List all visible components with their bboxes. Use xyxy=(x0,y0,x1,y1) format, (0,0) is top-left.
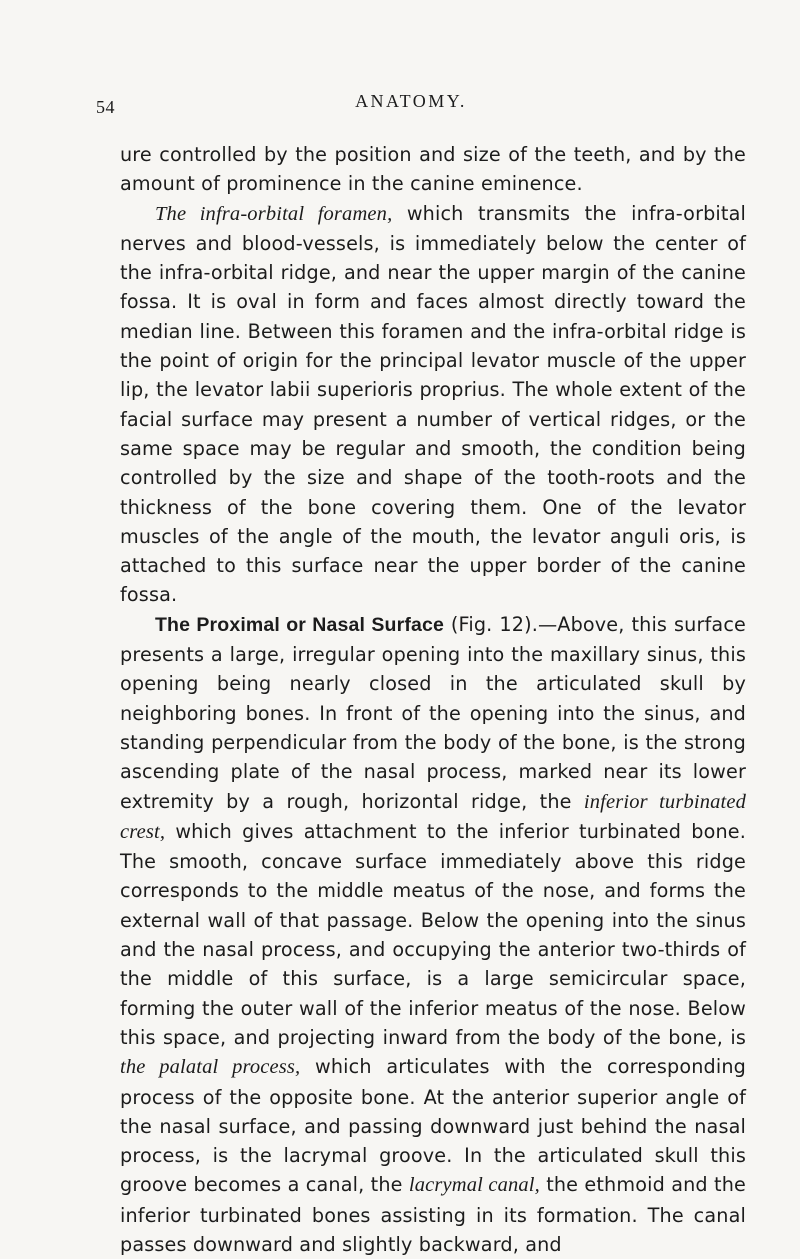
page-number: 54 xyxy=(96,97,115,117)
paragraph-infra-orbital-foramen xyxy=(120,199,746,610)
italic-term: the palatal process, xyxy=(120,1056,301,1079)
paragraph-text: which transmits the infra-orbital nerves and blood-vessels, is immediately below the center of the infra-orbital ridge, and near the upper margin of the canine fossa. It is oval in form and faces almost directly toward the median line. Between this foramen and the infra-orbital ridge is the point of origin for the principal levator muscle of the upper lip, the levator labii superioris proprius. The whole extent of the facial surface may present a number of vertical ridges, or the same space may be regular and smooth, the condition being controlled by the size and shape of the tooth-roots and the thickness of the bone covering them. One of the levator muscles of the angle of the mouth, the levator anguli oris, is attached to this surface near the upper border of the canine fossa. xyxy=(120,201,746,607)
running-head: ANATOMY. xyxy=(355,91,467,111)
paragraph-continuation xyxy=(120,140,746,199)
italic-term: The infra-orbital foramen, xyxy=(155,202,393,225)
paragraph-text: which articulates with the corresponding process of the opposite bone. At the anterior superior angle of the nasal surface, and passing downward just behind the nasal process, is the lacrymal groove. In the articulated skull this groove becomes a canal, the xyxy=(120,1055,746,1197)
body-text xyxy=(120,140,746,1259)
italic-term: inferior turbinated crest, xyxy=(120,790,746,843)
paragraph-text: the ethmoid and the inferior turbinated bones assisting in its formation. The canal passes downward and slightly backward, and xyxy=(120,1173,746,1256)
italic-term: lacrymal canal, xyxy=(408,1174,540,1197)
paragraph-text: which gives attachment to the inferior turbinated bone. The smooth, concave surface immediately above this ridge corresponds to the middle meatus of the nose, and forms the external wall of that passage. Below the opening into the sinus and the nasal process, and occupying the anterior two-thirds of the middle of this surface, is a large semicircular space, forming the outer wall of the inferior meatus of the nose. Below this space, and projecting inward from the body of the bone, is xyxy=(120,819,746,1049)
paragraph-nasal-surface xyxy=(120,610,746,1259)
paragraph-text: ure controlled by the position and size of the teeth, and by the amount of prominence in the canine eminence. xyxy=(120,143,746,196)
section-heading: The Proximal or Nasal Surface xyxy=(155,613,444,636)
paragraph-text: (Fig. 12).—Above, this surface presents a large, irregular opening into the maxillary sinus, this opening being nearly closed in the articulated skull by neighboring bones. In front of the opening into the sinus, and standing perpendicular from the body of the bone, is the strong ascending plate of the nasal process, marked near its lower extremity by a rough, horizontal ridge, the xyxy=(120,612,746,813)
